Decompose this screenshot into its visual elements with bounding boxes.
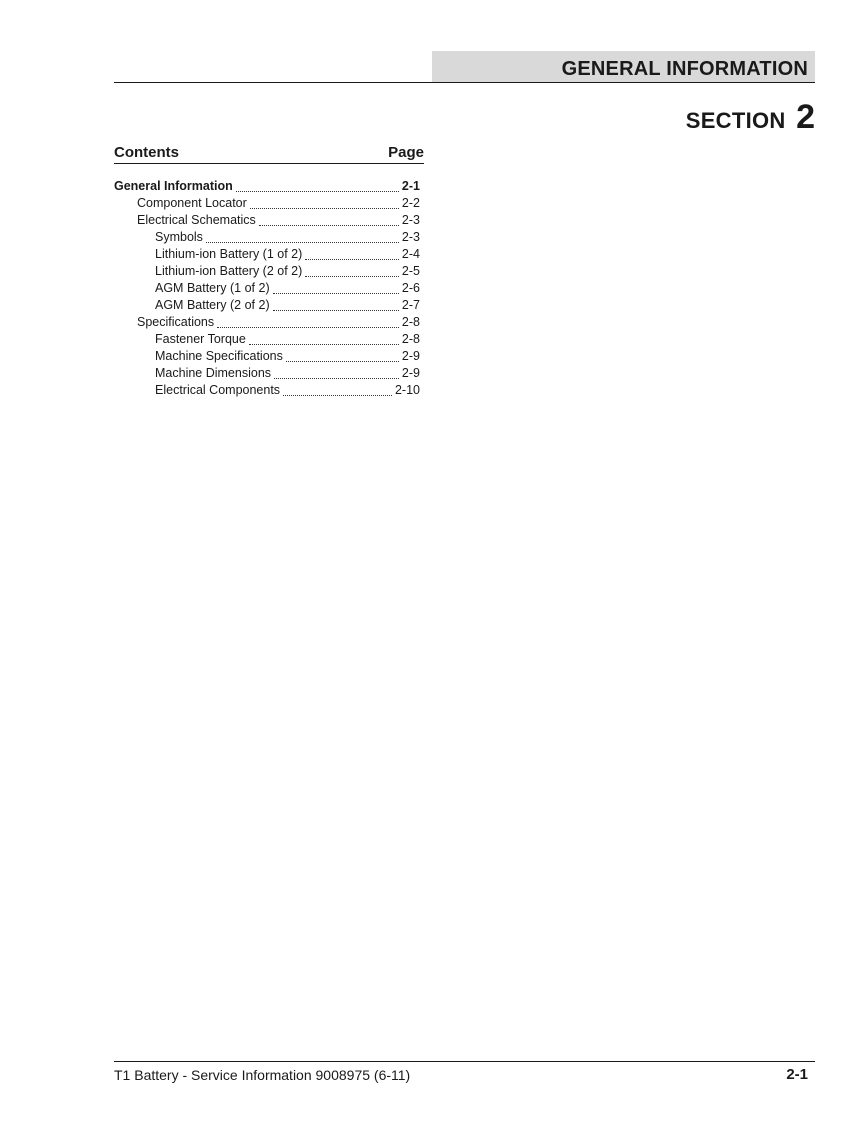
toc-leader-dots [305, 266, 399, 277]
toc-contents-heading: Contents [114, 144, 179, 161]
toc-entry-label: Electrical Schematics [137, 213, 256, 227]
toc-entry-page: 2-10 [394, 383, 420, 397]
toc-entry[interactable] [114, 331, 424, 348]
toc-entry-label: Component Locator [137, 196, 247, 210]
toc-entry[interactable] [114, 246, 424, 263]
table-of-contents [114, 144, 424, 399]
toc-leader-dots [274, 368, 399, 379]
toc-entry[interactable] [114, 348, 424, 365]
toc-page-heading: Page [388, 144, 424, 161]
toc-entry-label: Lithium-ion Battery (2 of 2) [155, 264, 303, 278]
toc-leader-dots [250, 198, 399, 209]
chapter-title: GENERAL INFORMATION [561, 58, 808, 80]
toc-leader-dots [273, 283, 399, 294]
toc-entry-label: Machine Specifications [155, 349, 283, 363]
toc-entry-label: Fastener Torque [155, 332, 246, 346]
toc-entry-label: Symbols [155, 230, 203, 244]
toc-entry-label: Lithium-ion Battery (1 of 2) [155, 247, 303, 261]
section-number: 2 [796, 98, 815, 136]
toc-entry[interactable] [114, 297, 424, 314]
toc-leader-dots [259, 215, 399, 226]
toc-leader-dots [283, 385, 392, 396]
toc-entry[interactable] [114, 280, 424, 297]
toc-entry-label: AGM Battery (2 of 2) [155, 298, 270, 312]
toc-entry-page: 2-4 [401, 247, 420, 261]
toc-entry-page: 2-9 [401, 349, 420, 363]
toc-leader-dots [273, 300, 399, 311]
toc-entry-label: Specifications [137, 315, 215, 329]
toc-entry-page: 2-3 [401, 213, 420, 227]
toc-entry[interactable] [114, 178, 424, 195]
toc-entry[interactable] [114, 195, 424, 212]
toc-entry-page: 2-5 [401, 264, 420, 278]
section-word: SECTION [685, 108, 786, 133]
toc-entry-label: AGM Battery (1 of 2) [155, 281, 270, 295]
toc-entry-label: Electrical Components [155, 383, 281, 397]
toc-entry-page: 2-8 [401, 315, 420, 329]
toc-leader-dots [249, 334, 399, 345]
section-label [686, 98, 815, 137]
header-rule [114, 82, 815, 83]
toc-entry-page: 2-9 [401, 366, 420, 380]
toc-leader-dots [236, 181, 399, 192]
toc-leader-dots [305, 249, 399, 260]
footer-rule [114, 1061, 815, 1062]
toc-entry-label: General Information [114, 179, 233, 193]
toc-header [114, 144, 424, 164]
toc-entry[interactable] [114, 382, 424, 399]
toc-entry-page: 2-8 [401, 332, 420, 346]
toc-entry-page: 2-6 [401, 281, 420, 295]
toc-leader-dots [217, 317, 399, 328]
toc-list [114, 178, 424, 399]
toc-leader-dots [206, 232, 399, 243]
toc-entry-page: 2-7 [401, 298, 420, 312]
toc-entry-page: 2-1 [401, 179, 420, 193]
toc-entry-page: 2-2 [401, 196, 420, 210]
toc-entry[interactable] [114, 314, 424, 331]
toc-entry-page: 2-3 [401, 230, 420, 244]
footer-document-title: T1 Battery - Service Information 9008975 (6-11) [114, 1067, 411, 1083]
toc-entry-label: Machine Dimensions [155, 366, 272, 380]
toc-entry[interactable] [114, 263, 424, 280]
toc-entry[interactable] [114, 229, 424, 246]
toc-entry[interactable] [114, 212, 424, 229]
footer-page-number: 2-1 [786, 1066, 808, 1083]
toc-entry[interactable] [114, 365, 424, 382]
toc-leader-dots [286, 351, 399, 362]
